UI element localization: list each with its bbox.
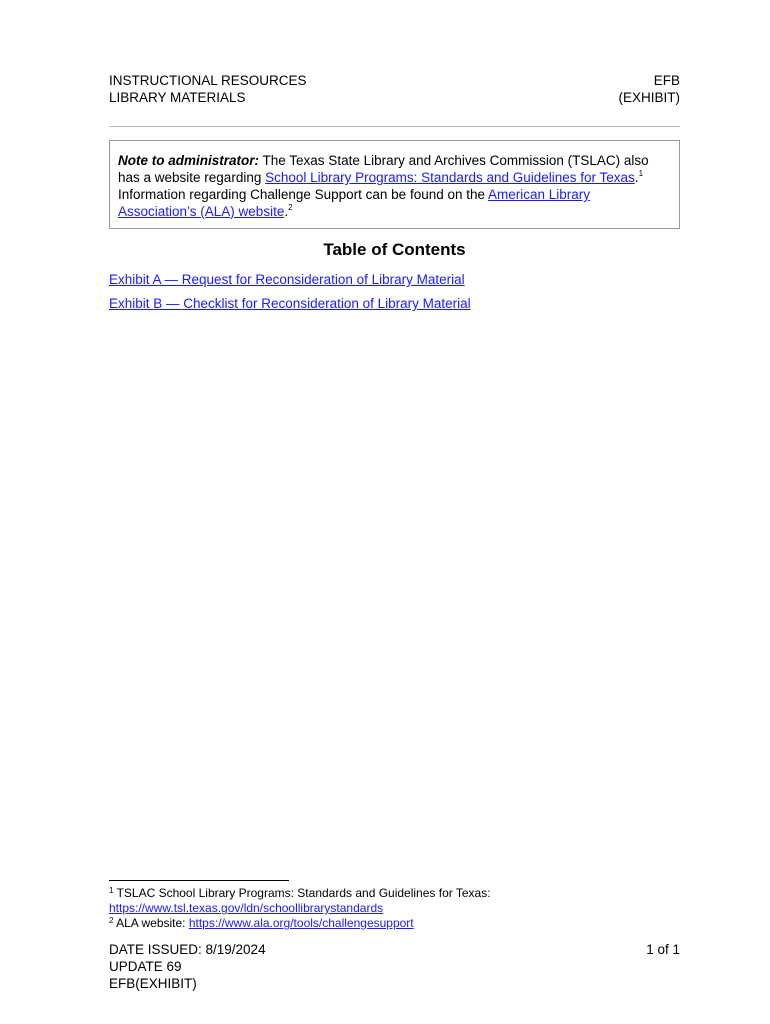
- ala-url-link[interactable]: https://www.ala.org/tools/challengesupport: [188, 916, 414, 930]
- footnote-text: TSLAC School Library Programs: Standards and Guidelines for Texas:: [113, 886, 491, 900]
- note-text: Information regarding Challenge Support can be found on the: [118, 187, 489, 202]
- footnote-ref-2: 2: [288, 203, 293, 212]
- note-text: .: [634, 170, 639, 185]
- date-issued: DATE ISSUED: 8/19/2024: [109, 942, 266, 957]
- footer-policy-code: EFB(EXHIBIT): [109, 976, 197, 991]
- toc-link-exhibit-b[interactable]: Exhibit B — Checklist for Reconsideration of Library Material: [109, 296, 471, 311]
- note-text: The Texas State Library and Archives Commission (TSLAC) also has a website regarding: [118, 153, 649, 185]
- header-policy-type: (EXHIBIT): [618, 90, 680, 105]
- note-text: .: [284, 204, 289, 219]
- footnotes: [109, 886, 491, 931]
- footer-left: [109, 941, 266, 992]
- footnote-2: [109, 916, 491, 931]
- toc-link-exhibit-a[interactable]: Exhibit A — Request for Reconsideration of Library Material: [109, 272, 465, 287]
- update-number: UPDATE 69: [109, 959, 182, 974]
- footnote-ref-1: 1: [638, 169, 644, 178]
- footnote-1-url-line: [109, 901, 491, 916]
- administrator-note-box: [109, 140, 680, 229]
- header-policy-code: EFB: [653, 73, 680, 88]
- header-section-title: INSTRUCTIONAL RESOURCES: [109, 73, 307, 88]
- header-divider: [109, 126, 680, 127]
- ala-website-link[interactable]: American Library Association’s (ALA) website: [118, 187, 591, 219]
- header-right: [618, 72, 680, 106]
- page-number: 1 of 1: [646, 942, 680, 957]
- footnote-number: 2: [109, 916, 114, 925]
- footnote-number: 1: [109, 886, 114, 895]
- note-label: Note to administrator:: [118, 153, 260, 168]
- footnote-1: [109, 886, 491, 901]
- header-left: [109, 72, 307, 106]
- tslac-url-link[interactable]: https://www.tsl.texas.gov/ldn/schoollibrarystandards: [109, 901, 384, 915]
- toc-title: Table of Contents: [323, 240, 466, 259]
- header-subsection-title: LIBRARY MATERIALS: [109, 90, 246, 105]
- footnote-divider: [109, 880, 289, 881]
- footnote-text: ALA website:: [113, 916, 189, 930]
- tslac-standards-link[interactable]: School Library Programs: Standards and Guidelines for Texas: [265, 170, 635, 185]
